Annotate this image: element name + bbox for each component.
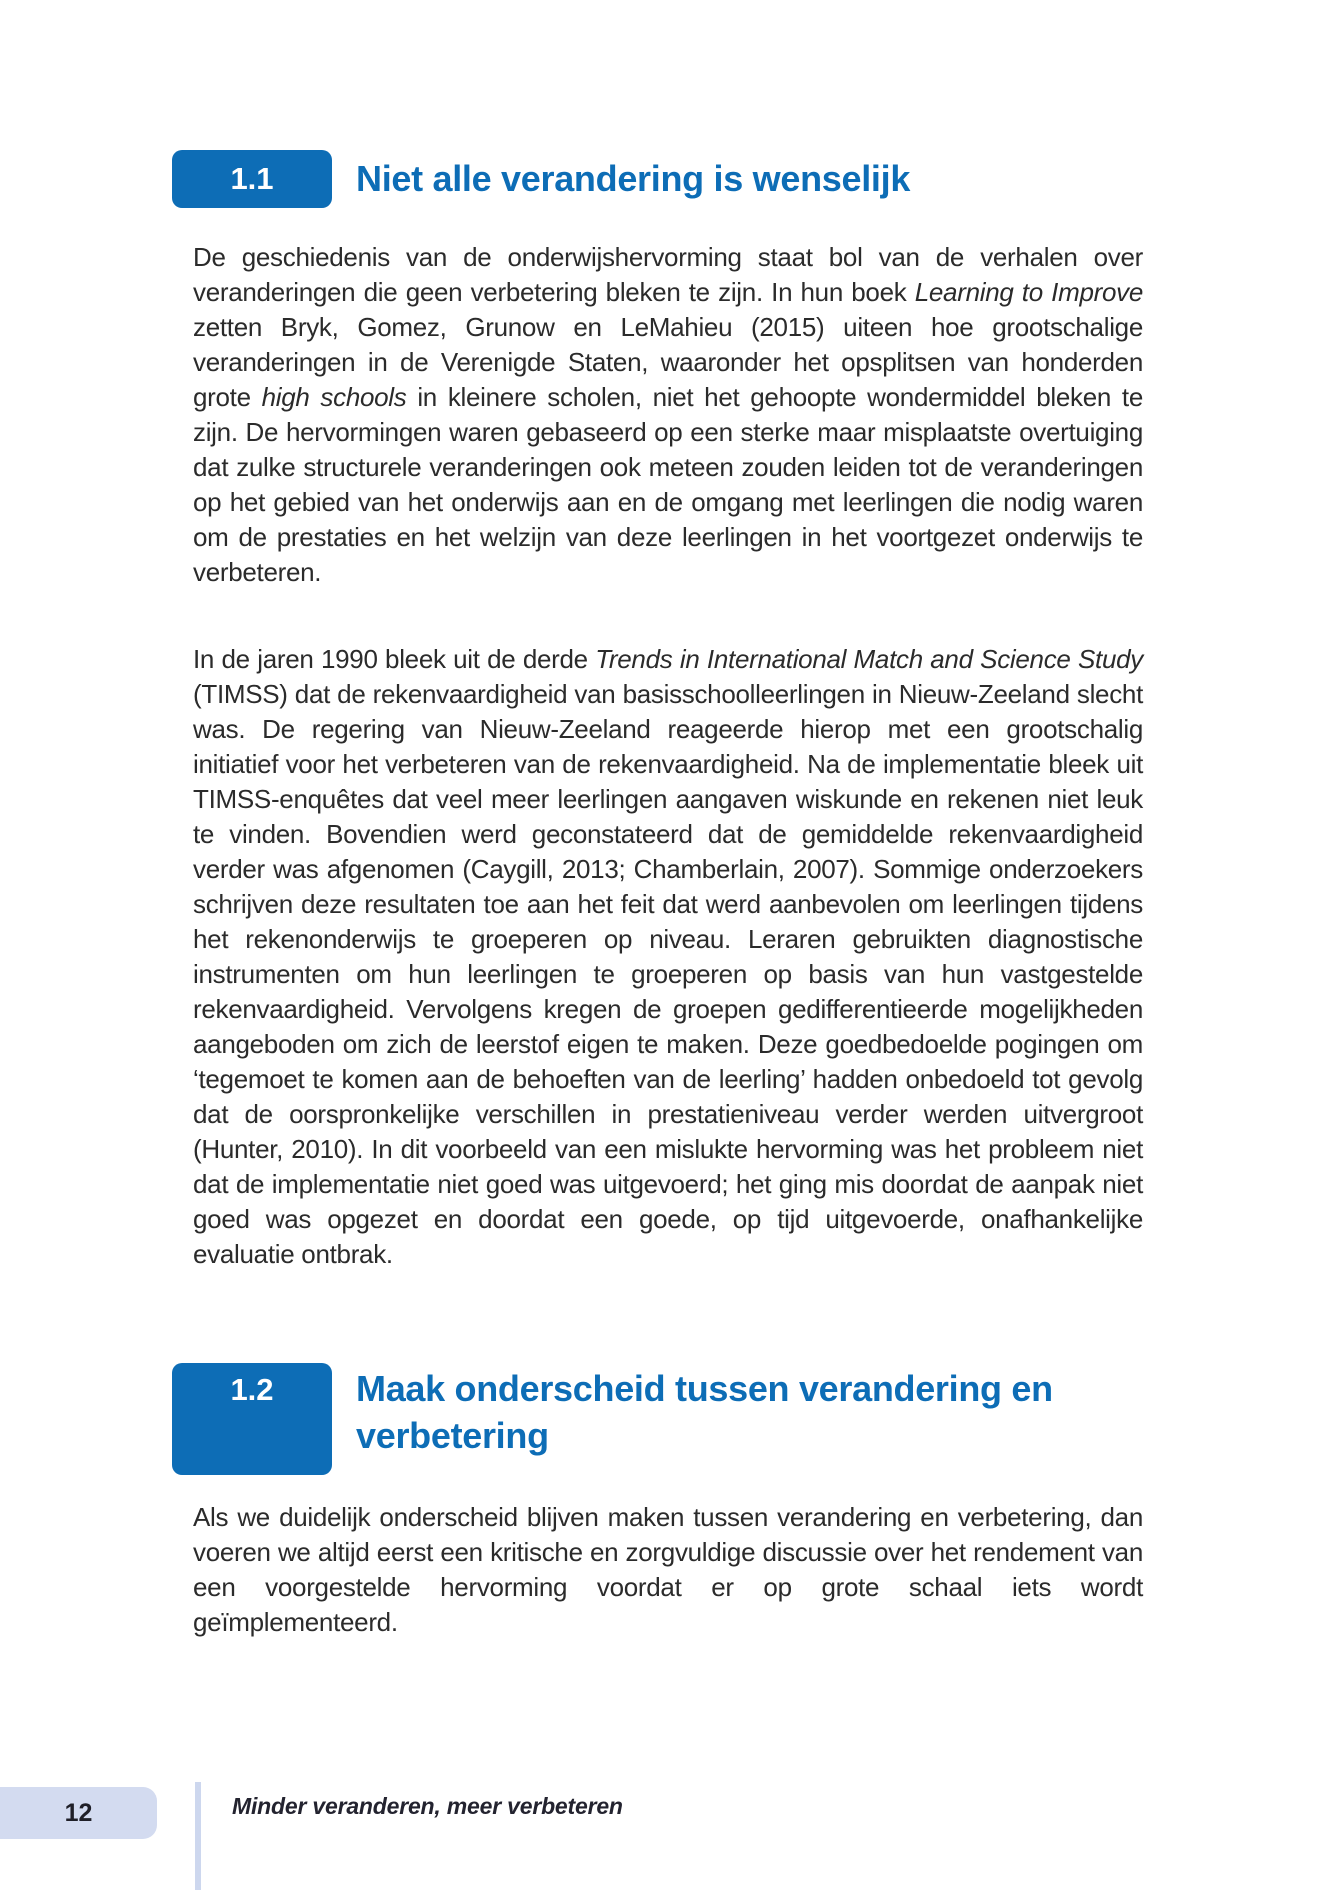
page-number-box	[0, 1787, 157, 1839]
paragraph: In de jaren 1990 bleek uit de derde Trends in International Match and Science Study (TIMSS) dat de rekenvaardigheid van basisschoolleerlingen in Nieuw-Zeeland slecht was. De regering van Nieuw-Zeeland reageerde hierop met een grootschalig initiatief voor het verbeteren van de rekenvaardigheid. Na de implementatie bleek uit TIMSS-enquêtes dat veel meer leerlingen aangaven wiskunde en rekenen niet leuk te vinden. Bovendien werd geconstateerd dat de gemiddelde rekenvaardigheid verder was afgenomen (Caygill, 2013; Chamberlain, 2007). Sommige onderzoekers schrijven deze resultaten toe aan het feit dat werd aanbevolen om leerlingen tijdens het rekenonderwijs te groeperen op niveau. Leraren gebruikten diagnostische instrumenten om hun leerlingen te groeperen op basis van hun vastgestelde rekenvaardigheid. Vervolgens kregen de groepen gedifferentieerde mogelijkheden aangeboden om zich de leerstof eigen te maken. Deze goedbedoelde pogingen om ‘tegemoet te komen aan de behoeften van de leerling’ hadden onbedoeld tot gevolg dat de oorspronkelijke verschillen in prestatieniveau verder werden uitvergroot (Hunter, 2010). In dit voorbeeld van een mislukte hervorming was het probleem niet dat de implementatie niet goed was uitgevoerd; het ging mis doordat de aanpak niet goed was opgezet en doordat een goede, op tijd uitgevoerde, onafhankelijke evaluatie ontbrak.	[193, 644, 1143, 1269]
paragraph: Als we duidelijk onderscheid blijven maken tussen verandering en verbetering, dan voeren we altijd eerst een kritische en zorgvuldige discussie over het rendement van een voorgestelde hervorming voordat er op grote schaal iets wordt geïmplementeerd.	[193, 1502, 1143, 1637]
section-number-box: 1.1	[172, 150, 332, 208]
section-title: Niet alle verandering is wenselijk	[356, 158, 911, 199]
page-number: 12	[64, 1798, 93, 1827]
section-title: Maak onderscheid tussen verandering en verbetering	[356, 1368, 1053, 1456]
section-number-box: 1.2	[172, 1363, 332, 1475]
section-heading-1-1	[172, 150, 910, 208]
section-heading-1-2	[172, 1363, 1076, 1475]
footer-divider	[195, 1782, 201, 1890]
footer-book-title: Minder veranderen, meer verbeteren	[232, 1793, 623, 1819]
paragraph: De geschiedenis van de onderwijshervorming staat bol van de verhalen over veranderingen die geen verbetering bleken te zijn. In hun boek Learning to Improve zetten Bryk, Gomez, Grunow en LeMahieu (2015) uiteen hoe grootschalige veranderingen in de Verenigde Staten, waaronder het opsplitsen van honderden grote high schools in kleinere scholen, niet het gehoopte wondermiddel bleken te zijn. De hervormingen waren gebaseerd op een sterke maar misplaatste overtuiging dat zulke structurele veranderingen ook meteen zouden leiden tot de veranderingen op het gebied van het onderwijs aan en de omgang met leerlingen die nodig waren om de prestaties en het welzijn van deze leerlingen in het voortgezet onderwijs te verbeteren.	[193, 242, 1144, 587]
